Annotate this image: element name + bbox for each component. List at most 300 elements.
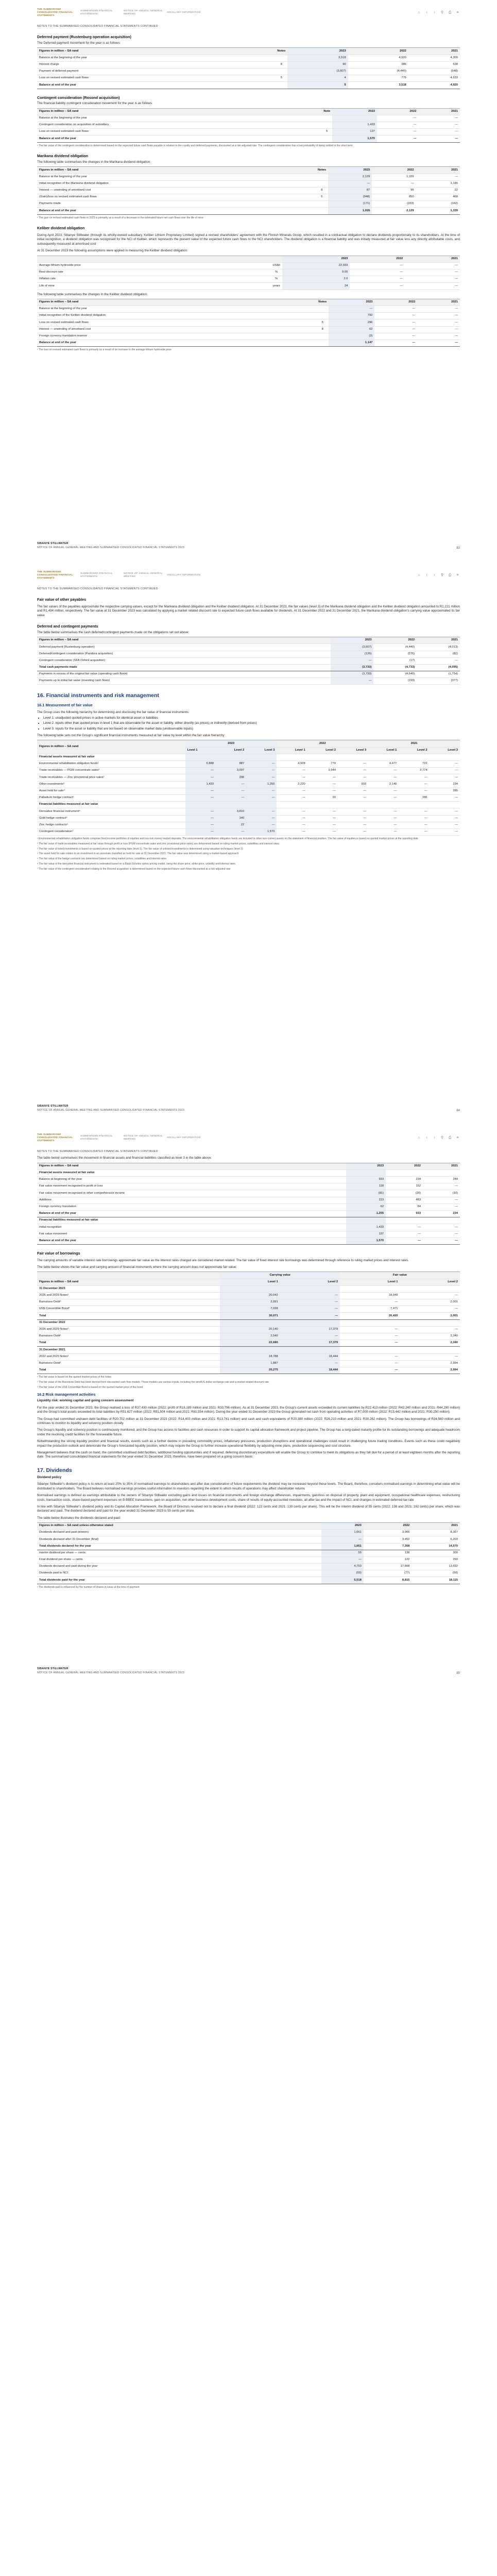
table-header: 2021 [423, 1163, 460, 1170]
table-cell: (4,013) [417, 644, 460, 651]
footnote: ⁵ The fair value of the hedge contracts are determined based on ruling market prices, volatilities and interest rates [37, 857, 167, 861]
table-cell [346, 1170, 386, 1176]
table-header: Figures in million – SA rand [37, 167, 316, 174]
table-cell: 96 [372, 187, 416, 194]
table-cell: — [399, 788, 429, 794]
notes-title: NOTES TO THE SUMMARISED CONSOLIDATED FINANCIAL STATEMENTS CONTINUED [37, 25, 158, 28]
footnote: ¹ Environmental rehabilitation obligation funds comprise fixed income portfolios of equities and low-risk money market deposits. The environmental rehabilitation obligation funds are included in other non-current assets on the statement of financial position. The fair value of equities is based on quoted market prices at the reporting date [37, 837, 418, 841]
table-cell: (4,540) [373, 671, 417, 678]
table-cell: — [331, 657, 374, 664]
table-cell: Asset held for sale⁴ [37, 788, 185, 794]
table-header: Level 3 [430, 747, 460, 754]
footnote: ¹ The dividends paid is influenced by the number of shares in issue at the time of payment [37, 1585, 140, 1589]
header-icon-group [417, 1136, 460, 1140]
table-cell [316, 306, 329, 313]
table-cell: Interest charge [37, 61, 275, 68]
table-cell: — [400, 1292, 460, 1299]
table-cell: — [430, 761, 460, 768]
table-row [37, 122, 460, 128]
table-cell: — [328, 180, 372, 187]
table-row [37, 174, 460, 180]
keliber-assumptions-table [37, 256, 460, 290]
table-cell: 17,808 [364, 1564, 412, 1570]
table-cell: 3,097 [216, 768, 246, 774]
borrowings-fair-value-table [37, 1272, 460, 1374]
table-cell: 8 [316, 326, 329, 333]
table-row [37, 68, 460, 75]
table-cell: 4,920 [408, 82, 460, 89]
table-row [37, 1556, 460, 1563]
table-cell: Trade receivables — Zinc provisional price sales² [37, 774, 185, 781]
back-icon[interactable]: ‹ [426, 1136, 427, 1140]
section-title: Dividend policy [37, 1475, 62, 1479]
table-cell: Other investments³ [37, 781, 185, 788]
table-cell: 18,949 [340, 1292, 400, 1299]
table-cell: 2,991 [220, 1299, 280, 1306]
table-header: 2021 [408, 48, 460, 55]
table-cell: — [417, 333, 460, 340]
table-cell: 775 [348, 75, 408, 82]
table-header: 2021 [417, 637, 460, 644]
table-header: 2022 [377, 108, 419, 115]
table-header: Notes [316, 167, 328, 174]
table-cell: Derivative financial instrument⁶ [37, 808, 185, 815]
table-cell: 7,358 [364, 1543, 412, 1550]
table-row [37, 1367, 460, 1374]
table-cell [423, 1170, 460, 1176]
table-cell: — [386, 1224, 423, 1231]
keliber-dividend-table [37, 299, 460, 347]
table-cell: — [418, 122, 460, 128]
table-cell [185, 802, 216, 808]
section-title: Marikana dividend obligation [37, 154, 89, 159]
table-cell [316, 333, 329, 340]
nav-tab-notice[interactable]: NOTICE OF ANNUAL GENERAL MEETING [124, 10, 163, 15]
table-cell [368, 754, 399, 760]
table-cell: Balance at the beginning of the year [37, 174, 316, 180]
table-cell: Total [37, 1313, 220, 1319]
table-cell: Fair value movement [37, 1231, 346, 1238]
table-cell: 8,815 [364, 1577, 412, 1584]
table-cell [316, 340, 329, 346]
table-cell: 14,570 [412, 1543, 460, 1550]
table-cell: — [417, 657, 460, 664]
table-cell [220, 1285, 280, 1292]
heading-17: 17. Dividends [37, 1467, 72, 1473]
levels-list [43, 716, 460, 731]
back-icon[interactable]: ‹ [426, 573, 427, 578]
table-cell [316, 201, 328, 208]
table-cell: 6,203 [412, 1536, 460, 1543]
nav-tab-summarised[interactable]: SUMMARISED FINANCIAL STATEMENTS [80, 572, 113, 578]
section-title: Fair value of borrowings [37, 1250, 80, 1256]
table-cell: Dividends declared and paid (interim) [37, 1530, 321, 1536]
table-cell: — [338, 788, 368, 794]
menu-icon[interactable]: ≡ [456, 1136, 459, 1140]
footer-company: SIBANYE STILLWATER [37, 1105, 68, 1108]
table-cell: 2,001 [400, 1313, 460, 1319]
table-cell: 8 [275, 61, 287, 68]
table-cell: — [307, 808, 338, 815]
table-cell [368, 802, 399, 808]
table-cell: Gold hedge contract⁵ [37, 815, 185, 822]
table-cell: 7,038 [220, 1306, 280, 1313]
table-cell [216, 754, 246, 760]
table-header: Carrying value [220, 1272, 340, 1279]
table-row [37, 1577, 460, 1584]
table-cell: (126) [331, 651, 374, 657]
table-header: 2022 [364, 1522, 412, 1529]
table-header: Figures in million – SA rand [37, 108, 321, 115]
table-cell: 538 [408, 61, 460, 68]
table-cell: Initial recognition of the Keliber dividend obligation [37, 313, 316, 319]
table-cell [280, 1319, 340, 1326]
nav-tab-notice[interactable]: NOTICE OF ANNUAL GENERAL MEETING [124, 572, 163, 578]
back-icon[interactable]: ‹ [426, 11, 427, 15]
table-header [37, 256, 270, 262]
notes-title: NOTES TO THE SUMMARISED CONSOLIDATED FINANCIAL STATEMENTS CONTINUED [37, 1150, 158, 1153]
table-cell: 5,888 [185, 761, 216, 768]
table-cell: 4,300 [408, 55, 460, 61]
table-cell: Balance at end of the year [37, 208, 316, 214]
table-cell [280, 1347, 340, 1353]
table-header: 2022 [386, 1163, 423, 1170]
table-header: Level 2 [399, 747, 429, 754]
table-row [37, 802, 460, 808]
table-cell: — [340, 1333, 400, 1340]
table-cell: — [280, 1292, 340, 1299]
table-cell: 296 [216, 774, 246, 781]
menu-icon[interactable]: ≡ [456, 573, 459, 578]
table-cell: — [338, 828, 368, 835]
table-cell: — [277, 768, 307, 774]
table-cell: Interest — unwinding of amortised cost [37, 187, 316, 194]
nav-tab-notice[interactable]: NOTICE OF ANNUAL GENERAL MEETING [124, 1135, 163, 1141]
table-cell: Balance at end of the year [37, 1210, 346, 1217]
table-header: 2023 [282, 256, 350, 262]
table-cell: 26,420 [340, 1313, 400, 1319]
search-icon[interactable]: ⚲ [440, 11, 444, 15]
home-icon[interactable]: ⌂ [418, 11, 420, 15]
table-cell: 483 [386, 1197, 423, 1204]
table-row [37, 129, 460, 135]
table-header: Figures in million – SA rand [37, 637, 331, 644]
table-cell: Additions [37, 1197, 346, 1204]
page-footer [37, 542, 460, 550]
table-cell: — [280, 1333, 340, 1340]
table-cell: Financial assets measured at fair value [37, 1170, 346, 1176]
table-cell: — [340, 1326, 400, 1333]
table-cell: 296 [329, 319, 374, 326]
table-cell: 152 [386, 1183, 423, 1190]
table-row [37, 808, 460, 815]
table-row [37, 75, 460, 82]
table-cell: 118 [346, 1183, 386, 1190]
table-cell [307, 802, 338, 808]
table-cell: 1,570 [346, 1238, 386, 1244]
table-cell: Environmental rehabilitation obligation funds¹ [37, 761, 185, 768]
table-cell: Balance at the beginning of the year [37, 115, 321, 122]
table-cell: — [185, 808, 216, 815]
table-row [37, 678, 460, 685]
nav-tab-ancillary[interactable]: ANCILLARY INFORMATION [167, 574, 201, 577]
table-cell: 234 [423, 1210, 460, 1217]
table-row [37, 135, 460, 142]
table-cell: — [399, 815, 429, 822]
table-row [37, 1536, 460, 1543]
table-cell: — [185, 768, 216, 774]
table-cell: — [368, 774, 399, 781]
table-cell: 2,129 [372, 208, 416, 214]
paragraph: Sibanye Stillwater's dividend policy is to return at least 25% to 35% of normalised earnings to shareholders and after due consideration of future requirements the dividend may be increased beyond these levels. The Board, therefore, considers normalised earnings in determining what value will be distributed to shareholders. The Board believes normalised earnings provides useful information to investors regarding the extent to which results of operations may affect shareholder returns [37, 1482, 460, 1490]
table-cell: Interim dividend per share — cents [37, 1550, 321, 1556]
table-cell: 137 [346, 1231, 386, 1238]
table-cell: 18,115 [412, 1577, 460, 1584]
table-row [37, 664, 460, 671]
table-cell: Financial assets measured at fair value [37, 754, 185, 760]
table-cell: Palladium hedge contract⁵ [37, 794, 185, 801]
table-cell: 31 December 2021 [37, 1347, 220, 1353]
table-cell: — [350, 283, 405, 290]
table-cell: 5 [316, 194, 328, 201]
table-cell: (77) [364, 1570, 412, 1577]
table-row [37, 768, 460, 774]
table-cell [399, 802, 429, 808]
nav-tab-summarised[interactable]: SUMMARISED FINANCIAL STATEMENTS [80, 10, 113, 15]
table-cell: — [216, 828, 246, 835]
print-icon[interactable]: ⎙ [448, 1136, 452, 1140]
table-cell: 2,540 [220, 1333, 280, 1340]
table-cell: 1,570 [246, 828, 277, 835]
table-cell: — [350, 276, 405, 283]
nav-tab-summarised[interactable]: SUMMARISED FINANCIAL STATEMENTS [80, 1135, 113, 1141]
table-cell: 3,810 [216, 808, 246, 815]
table-cell: — [280, 1306, 340, 1313]
table-cell [321, 115, 332, 122]
table-cell [316, 174, 328, 180]
table-row [37, 1238, 460, 1244]
table-cell: — [430, 815, 460, 822]
table-cell [423, 1217, 460, 1224]
table-cell: Dividends declared after 31 December (final) [37, 1536, 321, 1543]
footnote: ³ The fair value of the US$ Convertible Bond is based on the quoted market price of the bond [37, 1385, 143, 1389]
table-header [37, 1272, 220, 1279]
table-header: Fair value [340, 1272, 460, 1279]
table-cell: 62 [346, 1204, 386, 1210]
table-cell: — [216, 794, 246, 801]
print-icon[interactable]: ⎙ [448, 573, 452, 578]
table-cell: — [340, 1360, 400, 1367]
table-row [37, 208, 460, 214]
table-cell: Initial recognition of the Marikana dividend obligation [37, 180, 316, 187]
table-cell: Deferred payment (Rustenburg operation) [37, 644, 331, 651]
table-cell [340, 1285, 400, 1292]
table-header: Figures in million – SA rand [37, 299, 316, 306]
table-cell: — [405, 269, 460, 276]
table-cell: 4,633 [408, 75, 460, 82]
table-cell [277, 754, 307, 760]
table-cell: — [368, 788, 399, 794]
forward-icon[interactable]: › [434, 573, 435, 578]
deferred-contingent-table [37, 637, 460, 685]
table-header: Level 3 [246, 747, 277, 754]
table-cell: — [338, 822, 368, 828]
table-cell: 4,477 [368, 761, 399, 768]
table-cell: 2,140 [368, 781, 399, 788]
table-cell: 20,275 [220, 1367, 280, 1374]
section-title: Keliber dividend obligation [37, 226, 85, 231]
table-row [37, 333, 460, 340]
table-cell: 1,570 [332, 135, 377, 142]
table-row [37, 180, 460, 187]
table-cell: — [246, 822, 277, 828]
footnote: ⁷ The fair value of the contingent consideration relating to the Rosond acquisition is determined based on the expected future cash flows discounted at a risk-adjusted rate [37, 867, 231, 871]
table-cell: — [417, 319, 460, 326]
table-cell: — [321, 1536, 364, 1543]
table-cell: — [307, 781, 338, 788]
table-cell [340, 1319, 400, 1326]
table-cell: — [246, 761, 277, 768]
table-cell: 31 December 2022 [37, 1319, 220, 1326]
table-row [37, 340, 460, 346]
table-row [37, 194, 460, 201]
table-cell: (223) [372, 201, 416, 208]
table-cell: (162) [416, 201, 460, 208]
table-row [37, 82, 460, 89]
table-cell: — [368, 815, 399, 822]
table-row [37, 815, 460, 822]
table-cell [400, 1347, 460, 1353]
paragraph: Notwithstanding the strong liquidity position and financial results, events such as a further decline in prevailing commodity prices, inflationary pressures, production disruptions and operational challenges could result in challenging future trading conditions. Events such as these could negatively impact the production outlook and deteriorate the Group's forecasted liquidity position, which may require the Group to further increase operational flexibility by adjusting mine plans, production sequencing and cost structure. [37, 1439, 460, 1448]
table-cell: 20,140 [220, 1326, 280, 1333]
table-cell [280, 1285, 340, 1292]
section-title: Deferred and contingent payments [37, 624, 98, 629]
table-row [37, 1177, 460, 1183]
table-cell: 140 [216, 815, 246, 822]
table-cell: 1,433 [185, 781, 216, 788]
table-cell: — [399, 828, 429, 835]
table-cell: — [307, 822, 338, 828]
section-title: Contingent consideration (Rosond acquisition) [37, 95, 120, 100]
table-row [37, 1347, 460, 1353]
table-cell: 55 [321, 1550, 364, 1556]
table-cell: 2026 and 2029 Notes¹ [37, 1326, 220, 1333]
table-cell: — [374, 319, 417, 326]
table-header: 2023 [321, 1522, 364, 1529]
table-header: 2021 [405, 256, 460, 262]
table-cell: — [307, 828, 338, 835]
table-cell [220, 1347, 280, 1353]
table-cell: Balance at end of the year [37, 82, 275, 89]
table-cell: — [386, 1238, 423, 1244]
table-header: Level 1 [277, 747, 307, 754]
table-cell: 62 [329, 326, 374, 333]
table-cell: 260 [412, 1556, 460, 1563]
table-cell: 30,071 [220, 1313, 280, 1319]
footer-doc: NOTICE OF ANNUAL GENERAL MEETING AND SUMMARISED CONSOLIDATED FINANCIAL STATEMENTS 2023 [37, 1109, 185, 1112]
table-cell: 887 [216, 761, 246, 768]
section-subtitle: The financial liability contingent consideration movement for the year is as follows: [37, 101, 153, 106]
nav-tab-statements[interactable]: THE SUMMARISED CONSOLIDATED FINANCIAL STATEMENTS [37, 8, 73, 17]
table-cell: (4,733) [373, 664, 417, 671]
page-header [37, 5, 460, 21]
table-cell: Burnstone Debt² [37, 1360, 220, 1367]
footnote: ¹ The gain on revised estimated cash flows in 2023 is primarily as a result of a decrease in the estimated future net cash flows over the life of mine [37, 216, 203, 219]
page-footer [37, 1667, 460, 1675]
table-cell: — [386, 1231, 423, 1238]
table-cell: 22 [216, 822, 246, 828]
search-icon[interactable]: ⚲ [440, 573, 444, 578]
deferred-payment-table [37, 47, 460, 89]
table-cell [316, 180, 328, 187]
table-cell: (4,440) [373, 644, 417, 651]
table-cell: — [399, 781, 429, 788]
table-cell: — [338, 768, 368, 774]
paragraph: The table below illustrates the dividends declared and paid: [37, 1516, 121, 1520]
table-cell: 1,339 [372, 174, 416, 180]
level3-movement-table [37, 1163, 460, 1245]
table-cell: (10) [423, 1190, 460, 1197]
table-row [37, 1360, 460, 1367]
table-cell: Foreign currency translation [37, 1204, 346, 1210]
home-icon[interactable]: ⌂ [418, 573, 420, 578]
nav-tab-ancillary[interactable]: ANCILLARY INFORMATION [167, 1137, 201, 1140]
table-cell: — [416, 174, 460, 180]
table-cell: 850 [372, 194, 416, 201]
table-row [37, 319, 460, 326]
table-header: Level 1 [220, 1279, 280, 1285]
table-cell: — [338, 808, 368, 815]
menu-icon[interactable]: ≡ [456, 11, 459, 15]
print-icon[interactable]: ⎙ [448, 11, 452, 15]
table-cell: 1,146 [416, 180, 460, 187]
table-cell: — [405, 283, 460, 290]
table-cell: (171) [328, 201, 372, 208]
table-header: Figures in million – SA rand [37, 1279, 220, 1285]
table-cell: Loss on revised estimated cash flows [37, 75, 275, 82]
nav-tab-statements[interactable]: THE SUMMARISED CONSOLIDATED FINANCIAL STATEMENTS [37, 1133, 73, 1142]
table-cell: 31 December 2023 [37, 1285, 220, 1292]
table-cell: — [377, 129, 419, 135]
table-row [37, 201, 460, 208]
table-cell: — [277, 815, 307, 822]
table-cell: 5 [287, 82, 348, 89]
nav-tab-statements[interactable]: THE SUMMARISED CONSOLIDATED FINANCIAL STATEMENTS [37, 571, 73, 580]
table-cell: Deferred/contingent consideration (Pandora acquisition) [37, 651, 331, 657]
table-cell: — [246, 815, 277, 822]
table-cell [400, 1285, 460, 1292]
nav-tab-ancillary[interactable]: ANCILLARY INFORMATION [167, 11, 201, 14]
home-icon[interactable]: ⌂ [418, 1136, 420, 1140]
table-cell: Zinc hedge contracts⁵ [37, 822, 185, 828]
table-cell: (548) [408, 68, 460, 75]
section-subtitle: The table below summarises the cash deferred/contingent payments made on the obligations set out above: [37, 630, 190, 634]
search-icon[interactable]: ⚲ [440, 1136, 444, 1140]
table-cell: 234 [430, 781, 460, 788]
section-title: Fair value of other payables [37, 597, 87, 602]
heading-16-2: 16.2 Risk management activities [37, 1392, 96, 1397]
table-row [37, 671, 460, 678]
table-cell: — [418, 135, 460, 142]
table-cell: 4 [287, 75, 348, 82]
forward-icon[interactable]: › [434, 1136, 435, 1140]
table-cell: (3) [329, 333, 374, 340]
table-cell: Balance at the beginning of the year [37, 306, 316, 313]
table-cell: 138 [364, 1550, 412, 1556]
table-header: Figures in million – SA rand [37, 48, 275, 55]
forward-icon[interactable]: › [434, 11, 435, 15]
table-cell: 3,452 [364, 1536, 412, 1543]
